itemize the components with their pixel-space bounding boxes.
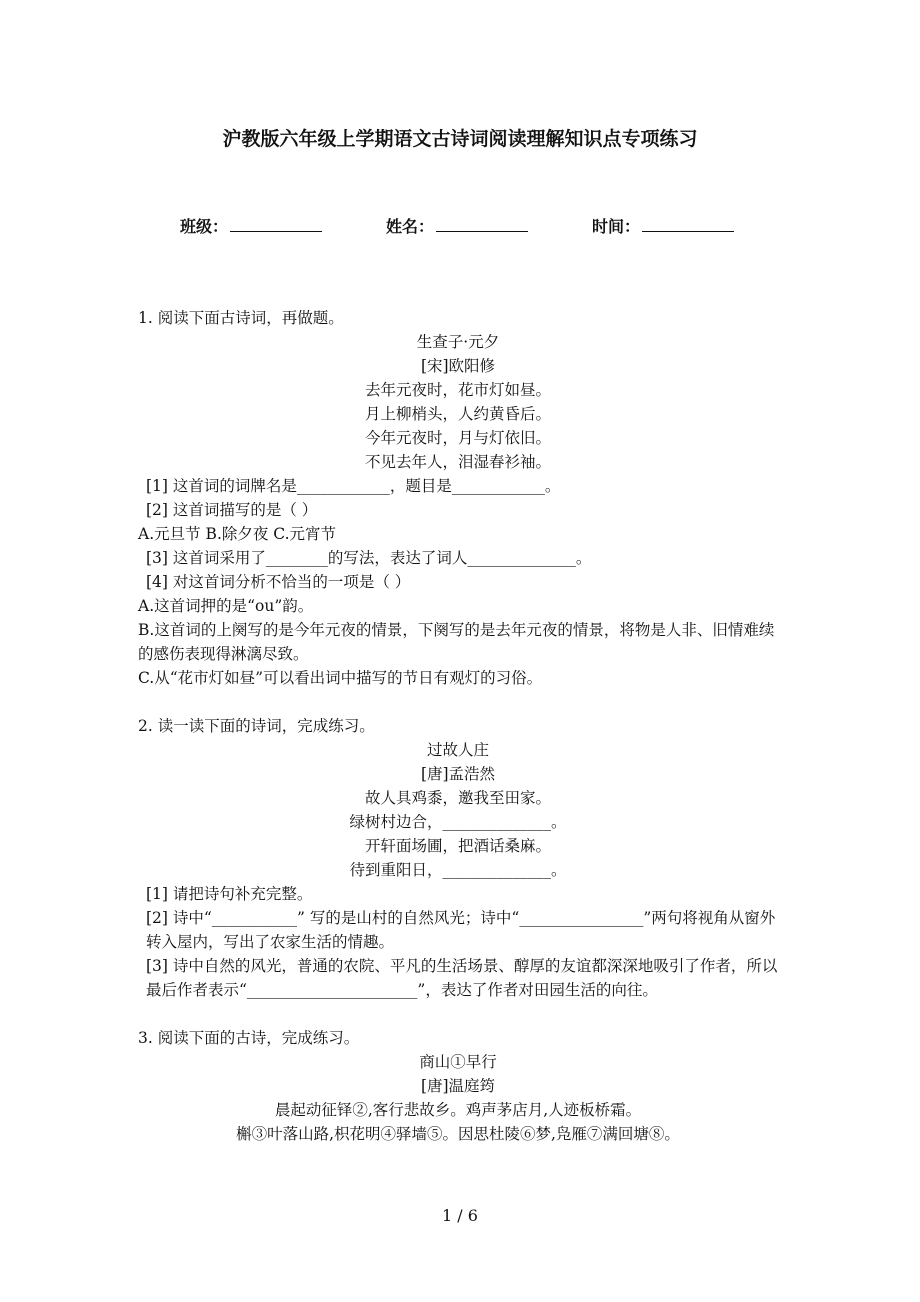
q3-poem-title: 商山①早行 — [419, 1053, 497, 1071]
q2-poem-line: 开轩面场圃，把酒话桑麻。 — [364, 837, 551, 855]
q1-poem-title: 生查子·元夕 — [416, 333, 500, 351]
page-number: 1 / 6 — [442, 1206, 478, 1225]
q2-sub-2: [2] 诗中“___________” 写的是山村的自然风光；诗中“________________”两句将视角从窗外转入屋内，写出了农家生活的情趣。 — [146, 909, 776, 951]
q2-poem-line: 待到重阳日，______________。 — [349, 861, 567, 879]
q1-option-c: C.从“花市灯如昼”可以看出词中描写的节日有观灯的习俗。 — [138, 669, 543, 687]
q2-sub-1: [1] 请把诗句补充完整。 — [146, 885, 313, 903]
q1-sub-2: [2] 这首词描写的是（ ） — [146, 501, 318, 519]
q1-sub-3: [3] 这首词采用了________的写法，表达了词人______________。 — [146, 549, 592, 567]
questions — [138, 306, 778, 1146]
name-field: 姓名： — [386, 214, 528, 237]
q3-poem-line: 晨起动征铎②,客行悲故乡。鸡声茅店月,人迹板桥霜。 — [274, 1101, 642, 1119]
q2-poem-author: [唐]孟浩然 — [420, 765, 496, 783]
q2-sub-3: [3] 诗中自然的风光，普通的农院、平凡的生活场景、醇厚的友谊都深深地吸引了作者，所以最后作者表示“______________________”，表达了作者对田园生活的向往。 — [146, 957, 778, 999]
q2-poem-title: 过故人庄 — [426, 741, 489, 759]
q1-poem-line: 去年元夜时，花市灯如昼。 — [364, 381, 551, 399]
q2-poem-line: 绿树村边合，______________。 — [349, 813, 567, 831]
q1-heading: 1. 阅读下面古诗词，再做题。 — [138, 309, 344, 327]
q1-sub-2-options: A.元旦节 B.除夕夜 C.元宵节 — [138, 525, 337, 543]
time-field: 时间： — [592, 214, 734, 237]
q1-sub-1: [1] 这首词的词牌名是____________，题目是____________。 — [146, 477, 561, 495]
q1-option-b: B.这首词的上阕写的是今年元夜的情景，下阕写的是去年元夜的情景，将物是人非、旧情难续的感伤表现得淋漓尽致。 — [138, 621, 775, 663]
q1-sub-4: [4] 对这首词分析不恰当的一项是（ ） — [146, 573, 411, 591]
q3-heading: 3. 阅读下面的古诗，完成练习。 — [138, 1029, 360, 1047]
q1-poem-line: 今年元夜时，月与灯依旧。 — [364, 429, 551, 447]
q1-option-a: A.这首词押的是“ou”韵。 — [138, 597, 314, 615]
student-info-row — [180, 214, 760, 238]
q1-poem-line: 不见去年人，泪湿春衫袖。 — [364, 453, 551, 471]
q1-poem-author: [宋]欧阳修 — [420, 357, 496, 375]
time-blank[interactable] — [642, 217, 734, 232]
q2-heading: 2. 读一读下面的诗词，完成练习。 — [138, 717, 375, 735]
q3-poem-author: [唐]温庭筠 — [420, 1077, 496, 1095]
q2-poem-line: 故人具鸡黍，邀我至田家。 — [364, 789, 551, 807]
q3-poem-line: 槲③叶落山路,枳花明④驿墙⑤。因思杜陵⑥梦,凫雁⑦满回塘⑧。 — [236, 1125, 680, 1143]
page-title: 沪教版六年级上学期语文古诗词阅读理解知识点专项练习 — [222, 128, 698, 150]
class-blank[interactable] — [230, 217, 322, 232]
name-blank[interactable] — [436, 217, 528, 232]
q1-poem-line: 月上柳梢头，人约黄昏后。 — [364, 405, 551, 423]
class-field: 班级： — [180, 214, 322, 237]
